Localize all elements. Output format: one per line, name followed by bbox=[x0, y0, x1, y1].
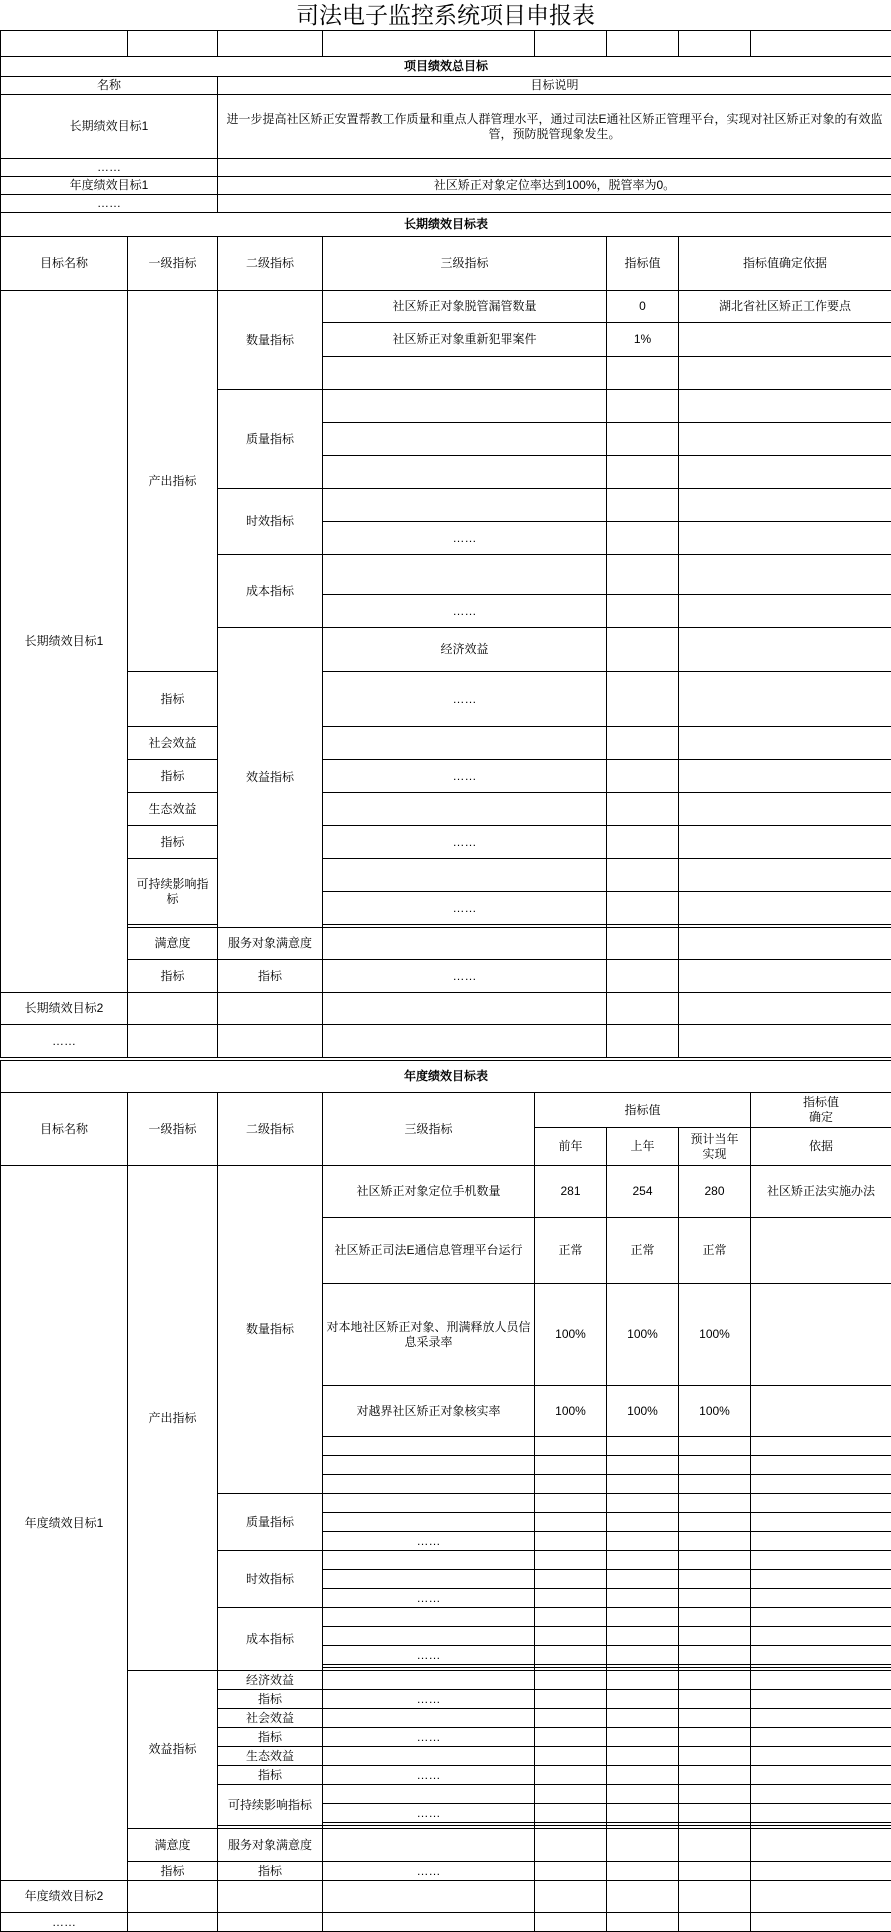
col-level2: 二级指标 bbox=[218, 1093, 323, 1166]
overall-goal-desc bbox=[218, 159, 891, 177]
metric-prev1: 100% bbox=[607, 1386, 679, 1437]
metric-basis: 社区矫正法实施办法 bbox=[751, 1166, 891, 1218]
basis-mid-label: 确定 bbox=[809, 1110, 833, 1124]
annual-goal-more: …… bbox=[1, 1913, 128, 1932]
placeholder-dots: …… bbox=[323, 892, 607, 925]
placeholder-dots: …… bbox=[323, 522, 607, 555]
overall-goal-name: …… bbox=[1, 195, 218, 213]
satisfaction-indicator: 满意度 bbox=[128, 928, 218, 960]
metric-name: 社区矫正司法E通信息管理平台运行 bbox=[323, 1218, 535, 1284]
col-level3: 三级指标 bbox=[323, 237, 607, 291]
annual-goal-1: 年度绩效目标1 bbox=[1, 1166, 128, 1881]
quantity-indicator: 数量指标 bbox=[218, 291, 323, 390]
metric-prev1: 正常 bbox=[607, 1218, 679, 1284]
placeholder-dots: …… bbox=[323, 1532, 535, 1551]
satisfaction-metric: 指标 bbox=[128, 960, 218, 993]
annual-goal-2: 年度绩效目标2 bbox=[1, 1881, 128, 1913]
longterm-goal-2: 长期绩效目标2 bbox=[1, 993, 128, 1025]
benefit-indicator: 效益指标 bbox=[128, 1671, 218, 1829]
overall-goal-desc: 社区矫正对象定位率达到100%，脱管率为0。 bbox=[218, 177, 891, 195]
metric-prev2: 100% bbox=[535, 1386, 607, 1437]
metric-label: 指标 bbox=[218, 960, 323, 993]
metric-current: 正常 bbox=[679, 1218, 751, 1284]
col-level1: 一级指标 bbox=[128, 1093, 218, 1166]
placeholder-dots: …… bbox=[323, 760, 607, 793]
metric-name: 社区矫正对象定位手机数量 bbox=[323, 1166, 535, 1218]
placeholder-dots: …… bbox=[323, 1804, 535, 1823]
metric-basis bbox=[751, 1284, 891, 1386]
economic-benefit: 经济效益 bbox=[323, 628, 607, 672]
metric-label: 指标 bbox=[218, 1728, 323, 1747]
sustainable-indicator: 可持续影响指标 bbox=[218, 1785, 323, 1826]
table-row bbox=[1, 95, 891, 159]
cost-indicator: 成本指标 bbox=[218, 555, 323, 628]
col-name: 名称 bbox=[1, 77, 218, 95]
social-benefit: 社会效益 bbox=[128, 727, 218, 760]
metric-prev2: 100% bbox=[535, 1284, 607, 1386]
placeholder-dots: …… bbox=[323, 1862, 535, 1881]
realized-label: 实现 bbox=[702, 1147, 726, 1161]
metric-label: 指标 bbox=[218, 1690, 323, 1709]
metric-current: 100% bbox=[679, 1386, 751, 1437]
sustainable-indicator: 可持续影响指标 bbox=[128, 859, 218, 925]
col-value-group: 指标值 bbox=[535, 1093, 751, 1128]
placeholder-dots: …… bbox=[323, 595, 607, 628]
placeholder-dots: …… bbox=[323, 1728, 535, 1747]
overall-goal-name: 长期绩效目标1 bbox=[1, 95, 218, 159]
longterm-goal-1: 长期绩效目标1 bbox=[1, 291, 128, 993]
placeholder-dots: …… bbox=[323, 1766, 535, 1785]
benefit-indicator: 效益指标 bbox=[218, 628, 323, 928]
longterm-goals-table bbox=[0, 212, 891, 1058]
metric-current: 280 bbox=[679, 1166, 751, 1218]
metric-value: 0 bbox=[607, 291, 679, 323]
service-satisfaction: 服务对象满意度 bbox=[218, 928, 323, 960]
placeholder-dots: …… bbox=[323, 960, 607, 993]
overall-goal-name: …… bbox=[1, 159, 218, 177]
col-value: 指标值 bbox=[607, 237, 679, 291]
metric-value: 1% bbox=[607, 323, 679, 357]
metric-label: 指标 bbox=[128, 760, 218, 793]
metric-label: 指标 bbox=[218, 1766, 323, 1785]
col-level2: 二级指标 bbox=[218, 237, 323, 291]
basis-top-label: 指标值 bbox=[803, 1095, 839, 1109]
service-satisfaction: 服务对象满意度 bbox=[218, 1829, 323, 1862]
timeliness-indicator: 时效指标 bbox=[218, 1551, 323, 1608]
ecological-benefit: 生态效益 bbox=[128, 793, 218, 826]
satisfaction-indicator: 满意度 bbox=[128, 1829, 218, 1862]
metric-prev2: 正常 bbox=[535, 1218, 607, 1284]
table-row bbox=[1, 195, 891, 213]
metric-basis bbox=[751, 1386, 891, 1437]
quality-indicator: 质量指标 bbox=[218, 390, 323, 489]
economic-benefit: 经济效益 bbox=[218, 1671, 323, 1690]
ecological-benefit: 生态效益 bbox=[218, 1747, 323, 1766]
table-row bbox=[1, 177, 891, 195]
metric-prev2: 281 bbox=[535, 1166, 607, 1218]
output-indicator: 产出指标 bbox=[128, 1166, 218, 1671]
cost-indicator: 成本指标 bbox=[218, 1608, 323, 1671]
metric-basis bbox=[679, 323, 891, 357]
metric-name: 对本地社区矫正对象、刑满释放人员信息采录率 bbox=[323, 1284, 535, 1386]
timeliness-indicator: 时效指标 bbox=[218, 489, 323, 555]
overall-goal-name: 年度绩效目标1 bbox=[1, 177, 218, 195]
placeholder-dots: …… bbox=[323, 826, 607, 859]
quality-indicator: 质量指标 bbox=[218, 1494, 323, 1551]
output-indicator: 产出指标 bbox=[128, 291, 218, 672]
table-row bbox=[1, 159, 891, 177]
current-label: 预计当年 bbox=[690, 1132, 738, 1146]
overall-goal-desc bbox=[218, 195, 891, 213]
col-current bbox=[679, 1128, 751, 1166]
overall-header: 项目绩效总目标 bbox=[1, 57, 891, 77]
blank-row bbox=[1, 31, 891, 57]
col-level3: 三级指标 bbox=[323, 1093, 535, 1166]
col-basis-bottom: 依据 bbox=[751, 1128, 891, 1166]
overall-goals-table bbox=[0, 30, 891, 213]
col-goal-name: 目标名称 bbox=[1, 1093, 128, 1166]
metric-name: 对越界社区矫正对象核实率 bbox=[323, 1386, 535, 1437]
page-title: 司法电子监控系统项目申报表 bbox=[0, 0, 891, 30]
metric-label: 指标 bbox=[218, 1862, 323, 1881]
annual-header: 年度绩效目标表 bbox=[1, 1061, 891, 1093]
longterm-header: 长期绩效目标表 bbox=[1, 213, 891, 237]
social-benefit: 社会效益 bbox=[218, 1709, 323, 1728]
col-basis: 指标值确定依据 bbox=[679, 237, 891, 291]
placeholder-dots: …… bbox=[323, 1589, 535, 1608]
satisfaction-metric: 指标 bbox=[128, 1862, 218, 1881]
col-basis-top bbox=[751, 1093, 891, 1128]
placeholder-dots: …… bbox=[323, 1646, 535, 1665]
metric-label: 指标 bbox=[128, 672, 218, 727]
metric-name: 社区矫正对象脱管漏管数量 bbox=[323, 291, 607, 323]
longterm-goal-more: …… bbox=[1, 1025, 128, 1058]
placeholder-dots: …… bbox=[323, 1690, 535, 1709]
col-level1: 一级指标 bbox=[128, 237, 218, 291]
col-prev2: 前年 bbox=[535, 1128, 607, 1166]
metric-basis: 湖北省社区矫正工作要点 bbox=[679, 291, 891, 323]
overall-goal-desc: 进一步提高社区矫正安置帮教工作质量和重点人群管理水平，通过司法E通社区矫正管理平台，实现对社区矫正对象的有效监管，预防脱管现象发生。 bbox=[218, 95, 891, 159]
col-prev1: 上年 bbox=[607, 1128, 679, 1166]
metric-name: 社区矫正对象重新犯罪案件 bbox=[323, 323, 607, 357]
col-desc: 目标说明 bbox=[218, 77, 891, 95]
metric-prev1: 100% bbox=[607, 1284, 679, 1386]
col-goal-name: 目标名称 bbox=[1, 237, 128, 291]
annual-goals-table bbox=[0, 1060, 891, 1932]
metric-label: 指标 bbox=[128, 826, 218, 859]
metric-current: 100% bbox=[679, 1284, 751, 1386]
metric-prev1: 254 bbox=[607, 1166, 679, 1218]
quantity-indicator: 数量指标 bbox=[218, 1166, 323, 1494]
metric-basis bbox=[751, 1218, 891, 1284]
placeholder-dots: …… bbox=[323, 672, 607, 727]
